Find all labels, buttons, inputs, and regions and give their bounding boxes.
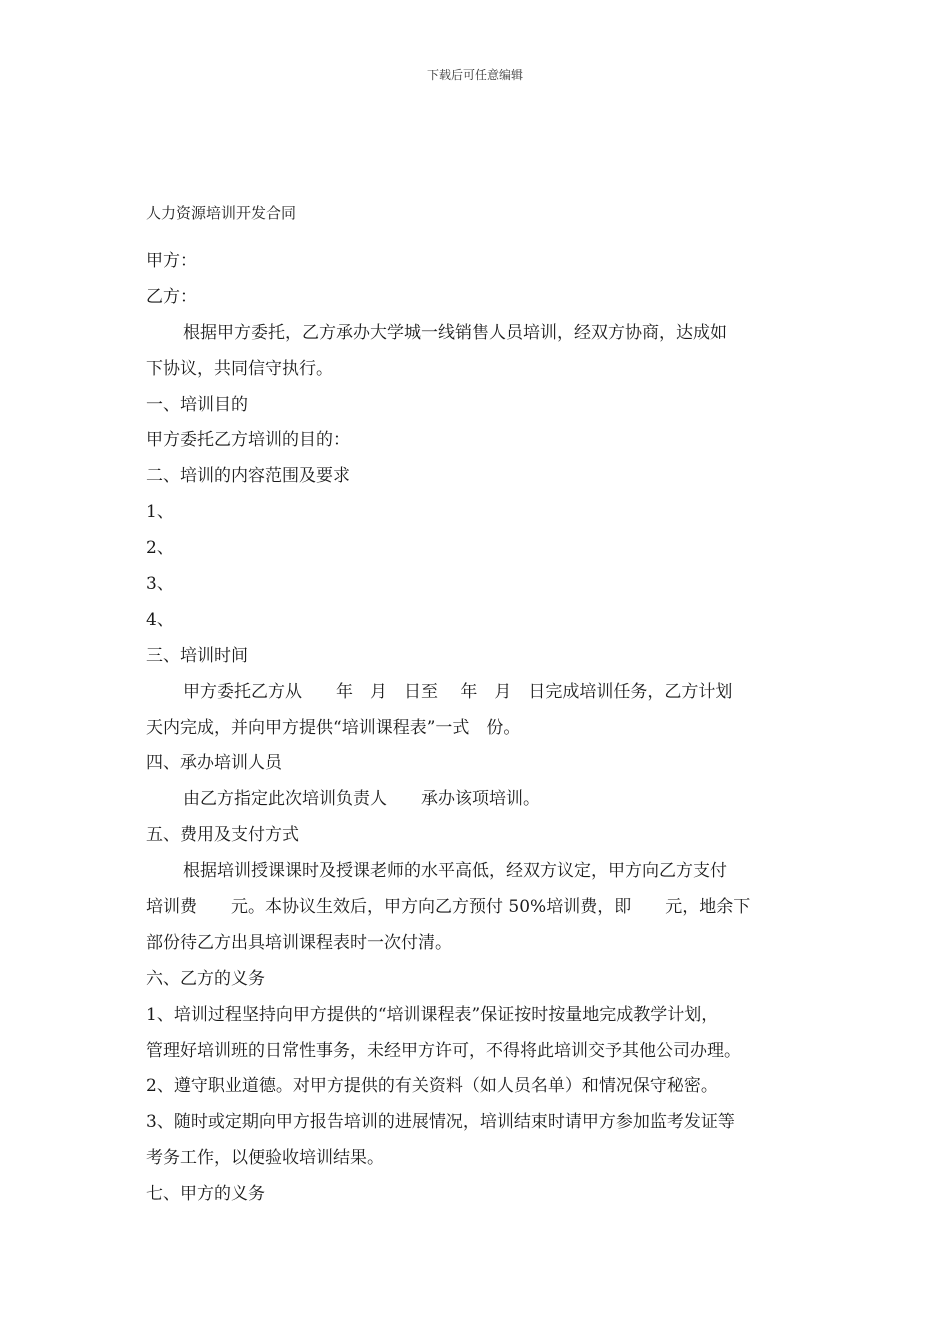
body-line: 培训费 元。本协议生效后，甲方向乙方预付 50%培训费，即 元，地余下 [146, 897, 751, 918]
body-line: 七、甲方的义务 [146, 1184, 265, 1205]
body-line: 一、培训目的 [146, 394, 248, 415]
body-line: 根据甲方委托，乙方承办大学城一线销售人员培训，经双方协商，达成如 [183, 322, 727, 343]
body-line: 2、 [146, 538, 174, 559]
body-line: 天内完成，并向甲方提供“培训课程表”一式 份。 [146, 717, 521, 738]
body-line: 根据培训授课课时及授课老师的水平高低，经双方议定，甲方向乙方支付 [183, 861, 727, 882]
body-line: 管理好培训班的日常性事务，未经甲方许可，不得将此培训交予其他公司办理。 [146, 1040, 741, 1061]
body-line: 六、乙方的义务 [146, 968, 265, 989]
header-note: 下载后可任意编辑 [426, 68, 523, 82]
body-line: 由乙方指定此次培训负责人 承办该项培训。 [183, 789, 540, 810]
body-line: 甲方委托乙方培训的目的： [146, 430, 350, 451]
body-line: 2、遵守职业道德。对甲方提供的有关资料（如人员名单）和情况保守秘密。 [146, 1076, 718, 1097]
body-line: 3、 [146, 574, 174, 595]
body-line: 考务工作，以便验收培训结果。 [146, 1148, 384, 1169]
body-line: 部份待乙方出具培训课程表时一次付清。 [146, 932, 452, 953]
body-line: 乙方： [146, 286, 197, 307]
body-line: 二、培训的内容范围及要求 [146, 466, 350, 487]
body-line: 四、承办培训人员 [146, 753, 282, 774]
body-line: 下协议，共同信守执行。 [146, 358, 333, 379]
document-title: 人力资源培训开发合同 [146, 204, 297, 222]
body-line: 五、费用及支付方式 [146, 825, 299, 846]
body-line: 甲方： [146, 251, 197, 271]
body-line: 1、 [146, 502, 174, 523]
document-body [146, 244, 806, 1213]
body-line: 3、随时或定期向甲方报告培训的进展情况，培训结束时请甲方参加监考发证等 [146, 1112, 735, 1133]
body-line: 1、培训过程坚持向甲方提供的“培训课程表”保证按时按量地完成教学计划， [146, 1004, 719, 1025]
body-line: 4、 [146, 609, 174, 630]
body-line: 三、培训时间 [146, 645, 248, 666]
body-line: 甲方委托乙方从 年 月 日至 年 月 日完成培训任务，乙方计划 [183, 681, 733, 702]
